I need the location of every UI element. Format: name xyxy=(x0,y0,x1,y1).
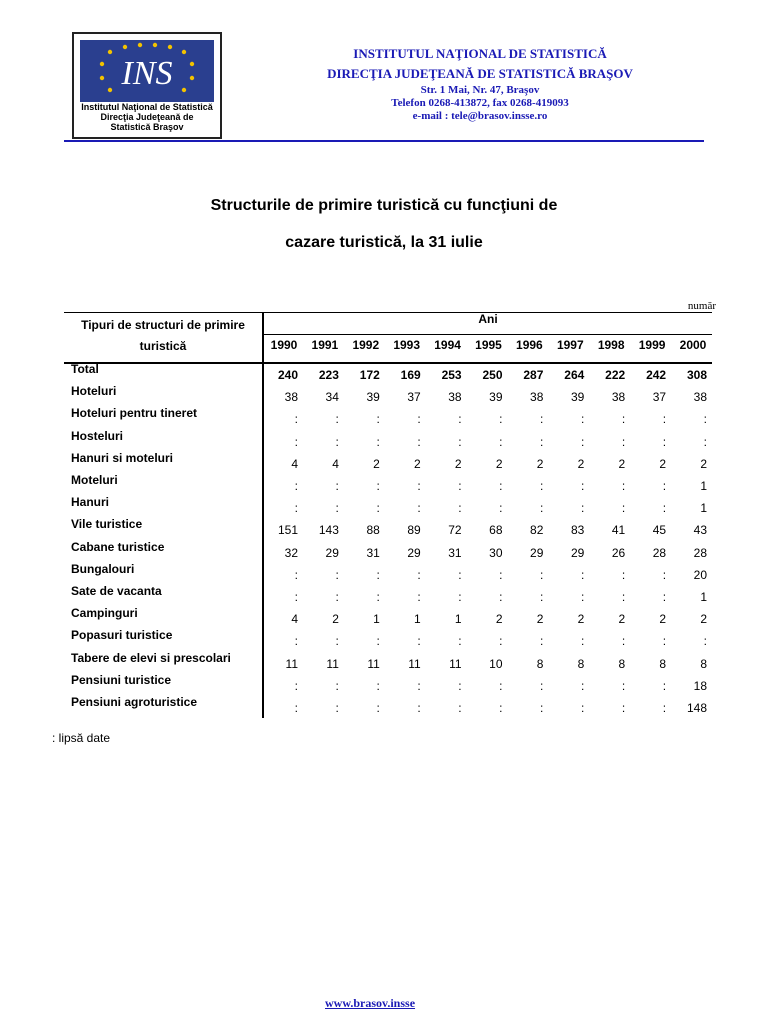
table-cell: 29 xyxy=(325,545,339,560)
row-label: Tabere de elevi si prescolari xyxy=(71,650,231,665)
table-cell: : xyxy=(417,634,421,649)
table-cell: 29 xyxy=(530,545,544,560)
table-cell: 8 xyxy=(577,656,585,671)
table-cell: : xyxy=(458,434,462,449)
table-cell: 31 xyxy=(448,545,462,560)
table-cell: : xyxy=(662,634,667,649)
table-cell: : xyxy=(458,567,462,582)
table-cell: : xyxy=(580,412,585,427)
row-label: Popasuri turistice xyxy=(71,628,173,643)
table-cell: : xyxy=(621,634,626,649)
year-header-1993: 1993 xyxy=(393,338,421,352)
table-cell: : xyxy=(540,501,544,516)
table-cell: : xyxy=(294,501,298,516)
table-cell: : xyxy=(580,567,585,582)
institute-name: INSTITUTUL NAŢIONAL DE STATISTICĂ xyxy=(353,46,607,61)
table-cell: : xyxy=(335,678,339,693)
table-cell: 34 xyxy=(325,390,339,405)
document-title-line2: cazare turistică, la 31 iulie xyxy=(285,234,483,251)
table-cell: : xyxy=(662,678,667,693)
table-cell: : xyxy=(335,590,339,604)
table-cell: : xyxy=(662,434,667,449)
table-cell: : xyxy=(376,501,380,516)
directorate-name: DIRECŢIA JUDEŢEANĂ DE STATISTICĂ BRAŞOV xyxy=(327,66,633,81)
years-rule xyxy=(264,334,712,335)
year-header-1996: 1996 xyxy=(516,338,543,352)
table-cell: : xyxy=(294,567,298,582)
table-cell: 11 xyxy=(408,656,421,671)
table-cell: : xyxy=(580,590,585,604)
document-title-line1: Structurile de primire turistică cu funcţiuni de xyxy=(210,197,558,214)
table-cell: 2 xyxy=(373,456,380,471)
logo-caption: Institutul Naţional de Statistică Direcţia Judeţeană de Statistică Braşov xyxy=(81,102,213,132)
table-cell: 28 xyxy=(693,545,707,560)
table-cell: : xyxy=(499,634,503,649)
table-cell: : xyxy=(335,412,339,427)
table-cell: : xyxy=(499,412,503,427)
table-cell: 20 xyxy=(693,567,707,582)
table-cell: 2 xyxy=(536,612,544,627)
table-cell: 4 xyxy=(291,456,298,471)
table-cell: : xyxy=(662,412,667,427)
year-header-2000: 2000 xyxy=(679,338,707,352)
table-cell: : xyxy=(417,501,421,516)
year-header-1991: 1991 xyxy=(311,338,339,352)
table-cell: 308 xyxy=(686,368,707,382)
table-cell: : xyxy=(376,590,380,604)
year-header-1997: 1997 xyxy=(556,338,584,352)
table-cell: 1 xyxy=(700,501,707,516)
table-cell: : xyxy=(662,567,667,582)
table-cell: : xyxy=(499,678,503,693)
statistics-table xyxy=(64,312,712,718)
table-cell: 41 xyxy=(611,523,626,538)
row-label: Total xyxy=(71,362,99,376)
table-cell: 32 xyxy=(284,545,298,560)
table-cell: : xyxy=(540,479,544,493)
table-cell: : xyxy=(294,479,298,493)
table-cell: 82 xyxy=(530,523,544,538)
table-cell: 2 xyxy=(618,612,626,627)
table-cell: 88 xyxy=(366,523,380,538)
table-cell: 39 xyxy=(366,390,380,405)
table-cell: : xyxy=(417,479,421,493)
row-label: Hanuri xyxy=(71,495,110,510)
ins-mark: INS xyxy=(121,55,173,92)
table-cell: : xyxy=(662,479,667,493)
table-cell: 28 xyxy=(652,545,667,560)
table-cell: 43 xyxy=(693,523,707,538)
table-cell: 8 xyxy=(618,656,626,671)
table-cell: : xyxy=(458,590,462,604)
table-cell: 29 xyxy=(407,545,421,560)
table-cell: 29 xyxy=(570,545,585,560)
table-cell: : xyxy=(458,501,462,516)
ins-logo xyxy=(72,32,222,139)
table-cell: 172 xyxy=(359,368,380,382)
table-cell: : xyxy=(294,412,298,427)
table-cell: : xyxy=(580,678,585,693)
table-cell: : xyxy=(417,701,421,715)
table-cell: 151 xyxy=(277,523,298,538)
table-cell: : xyxy=(376,701,380,715)
table-cell: 38 xyxy=(448,390,462,405)
year-header-1995: 1995 xyxy=(475,338,502,352)
table-cell: 253 xyxy=(441,368,462,382)
table-cell: : xyxy=(417,434,421,449)
year-header-1998: 1998 xyxy=(597,338,625,352)
table-cell: 30 xyxy=(489,545,503,560)
years-group-header: Ani xyxy=(478,312,498,326)
missing-data-note: : lipsă date xyxy=(52,731,111,745)
table-cell: : xyxy=(417,590,421,604)
table-cell: : xyxy=(540,412,544,427)
table-cell: : xyxy=(376,567,380,582)
table-cell: : xyxy=(499,479,503,493)
table-cell: 38 xyxy=(611,390,626,405)
table-cell: : xyxy=(662,701,667,715)
table-cell: 31 xyxy=(366,545,380,560)
table-cell: : xyxy=(580,479,585,493)
table-cell: 2 xyxy=(414,456,421,471)
phone-fax: Telefon 0268-413872, fax 0268-419093 xyxy=(391,97,569,109)
table-cell: : xyxy=(294,634,298,649)
row-label: Sate de vacanta xyxy=(71,584,162,598)
table-cell: 1 xyxy=(700,590,707,604)
table-cell: 2 xyxy=(659,456,667,471)
table-cell: 2 xyxy=(659,612,667,627)
table-cell: : xyxy=(294,434,298,449)
table-cell: : xyxy=(376,412,380,427)
table-cell: : xyxy=(499,567,503,582)
footer-website-link[interactable]: www.brasov.insse xyxy=(325,996,416,1010)
table-cell: : xyxy=(458,701,462,715)
unit-label: număr xyxy=(687,300,716,312)
table-cell: 89 xyxy=(407,523,421,538)
table-cell: 72 xyxy=(448,523,462,538)
table-cell: 169 xyxy=(400,368,421,382)
table-cell: 2 xyxy=(577,456,585,471)
table-cell: : xyxy=(621,434,626,449)
table-cell: : xyxy=(335,434,339,449)
table-cell: : xyxy=(703,434,707,449)
table-cell: 1 xyxy=(454,612,462,627)
table-cell: 8 xyxy=(700,656,707,671)
table-cell: : xyxy=(458,479,462,493)
table-cell: 37 xyxy=(407,390,421,405)
table-cell: 11 xyxy=(367,656,380,671)
address: Str. 1 Mai, Nr. 47, Braşov xyxy=(420,84,540,96)
row-label: Pensiuni turistice xyxy=(71,672,172,687)
table-cell: 2 xyxy=(577,612,585,627)
table-cell: 38 xyxy=(530,390,544,405)
table-cell: : xyxy=(540,701,544,715)
table-cell: 83 xyxy=(570,523,585,538)
table-cell: 11 xyxy=(285,656,298,671)
table-cell: : xyxy=(294,678,298,693)
year-header-1990: 1990 xyxy=(270,338,298,352)
table-cell: : xyxy=(499,501,503,516)
table-cell: : xyxy=(376,678,380,693)
table-cell: : xyxy=(621,590,626,604)
table-cell: 39 xyxy=(570,390,585,405)
table-cell: : xyxy=(580,634,585,649)
table-cell: 2 xyxy=(495,612,503,627)
table-cell: : xyxy=(662,590,667,604)
table-cell: 68 xyxy=(489,523,503,538)
table-cell: : xyxy=(335,501,339,516)
row-label: Hanuri si moteluri xyxy=(71,450,174,465)
table-cell: 2 xyxy=(700,456,707,471)
row-label: Pensiuni agroturistice xyxy=(71,695,198,709)
table-cell: : xyxy=(621,678,626,693)
table-cell: 143 xyxy=(318,523,339,538)
table-cell: 2 xyxy=(454,456,462,471)
table-cell: 2 xyxy=(618,456,626,471)
table-cell: 8 xyxy=(536,656,544,671)
header-divider xyxy=(64,140,704,142)
year-header-1994: 1994 xyxy=(434,338,461,352)
row-label: Moteluri xyxy=(71,473,118,487)
table-cell: : xyxy=(580,701,585,715)
table-cell: : xyxy=(621,412,626,427)
table-cell: : xyxy=(294,701,298,715)
row-label: Campinguri xyxy=(71,606,138,621)
table-cell: : xyxy=(499,701,503,715)
table-cell: : xyxy=(540,567,544,582)
table-cell: : xyxy=(458,634,462,649)
table-cell: : xyxy=(540,634,544,649)
table-cell: : xyxy=(703,412,707,427)
table-cell: : xyxy=(294,590,298,604)
table-cell: : xyxy=(621,479,626,493)
table-cell: : xyxy=(621,501,626,516)
table-cell: 18 xyxy=(693,678,707,693)
table-cell: : xyxy=(458,678,462,693)
table-cell: 1 xyxy=(700,479,707,493)
table-cell: : xyxy=(335,634,339,649)
table-cell: : xyxy=(540,678,544,693)
table-cell: 38 xyxy=(693,390,707,405)
row-label: Hoteluri xyxy=(71,384,117,399)
table-cell: : xyxy=(621,701,626,715)
table-cell: 242 xyxy=(646,368,667,382)
table-cell: : xyxy=(458,412,462,427)
table-cell: 240 xyxy=(277,368,298,382)
table-cell: 11 xyxy=(449,656,462,671)
row-header-title-2: turistică xyxy=(139,339,187,353)
eu-stars-logo-graphic xyxy=(80,40,214,102)
logo-emblem xyxy=(80,40,214,102)
table-cell: 2 xyxy=(700,612,707,627)
table-cell: : xyxy=(335,701,339,715)
table-cell: : xyxy=(703,634,707,649)
table-cell: 45 xyxy=(652,523,667,538)
row-label: Bungalouri xyxy=(71,561,135,576)
year-header-1992: 1992 xyxy=(352,338,380,352)
row-header-title: Tipuri de structuri de primire xyxy=(81,318,245,332)
table-cell: : xyxy=(376,634,380,649)
table-cell: : xyxy=(662,501,667,516)
table-cell: : xyxy=(417,567,421,582)
table-cell: 1 xyxy=(373,612,380,627)
table-cell: : xyxy=(580,434,585,449)
row-label: Cabane turistice xyxy=(71,539,165,554)
year-header-1999: 1999 xyxy=(638,338,666,352)
table-cell: 2 xyxy=(332,612,339,627)
table-cell: : xyxy=(499,434,503,449)
table-cell: : xyxy=(621,567,626,582)
table-cell: 2 xyxy=(536,456,544,471)
table-cell: : xyxy=(540,590,544,604)
table-cell: 287 xyxy=(523,368,544,382)
table-cell: 4 xyxy=(291,612,298,627)
table-cell: 250 xyxy=(482,368,503,382)
table-cell: 26 xyxy=(611,545,626,560)
table-cell: 11 xyxy=(326,656,339,671)
header-bottom-rule xyxy=(64,362,712,364)
table-cell: 39 xyxy=(489,390,503,405)
email: e-mail : tele@brasov.insse.ro xyxy=(412,110,548,122)
table-cell: : xyxy=(376,434,380,449)
table-cell: : xyxy=(580,501,585,516)
table-cell: : xyxy=(499,590,503,604)
table-cell: : xyxy=(417,412,421,427)
table-cell: : xyxy=(417,678,421,693)
table-cell: : xyxy=(335,479,339,493)
table-cell: 37 xyxy=(652,390,667,405)
table-cell: 264 xyxy=(564,368,585,382)
table-cell: 223 xyxy=(318,368,339,382)
institution-header xyxy=(250,44,710,123)
table-cell: 2 xyxy=(495,456,503,471)
table-cell: 8 xyxy=(659,656,667,671)
table-cell: 38 xyxy=(284,390,298,405)
table-cell: : xyxy=(335,567,339,582)
table-cell: : xyxy=(540,434,544,449)
row-label: Hoteluri pentru tineret xyxy=(71,406,198,421)
row-label: Vile turistice xyxy=(71,517,143,532)
row-label: Hosteluri xyxy=(71,428,124,443)
table-cell: : xyxy=(376,479,380,493)
table-cell: 222 xyxy=(605,368,626,382)
table-cell: 1 xyxy=(414,612,421,627)
table-cell: 148 xyxy=(686,701,707,715)
table-cell: 10 xyxy=(489,656,503,671)
table-cell: 4 xyxy=(332,456,339,471)
